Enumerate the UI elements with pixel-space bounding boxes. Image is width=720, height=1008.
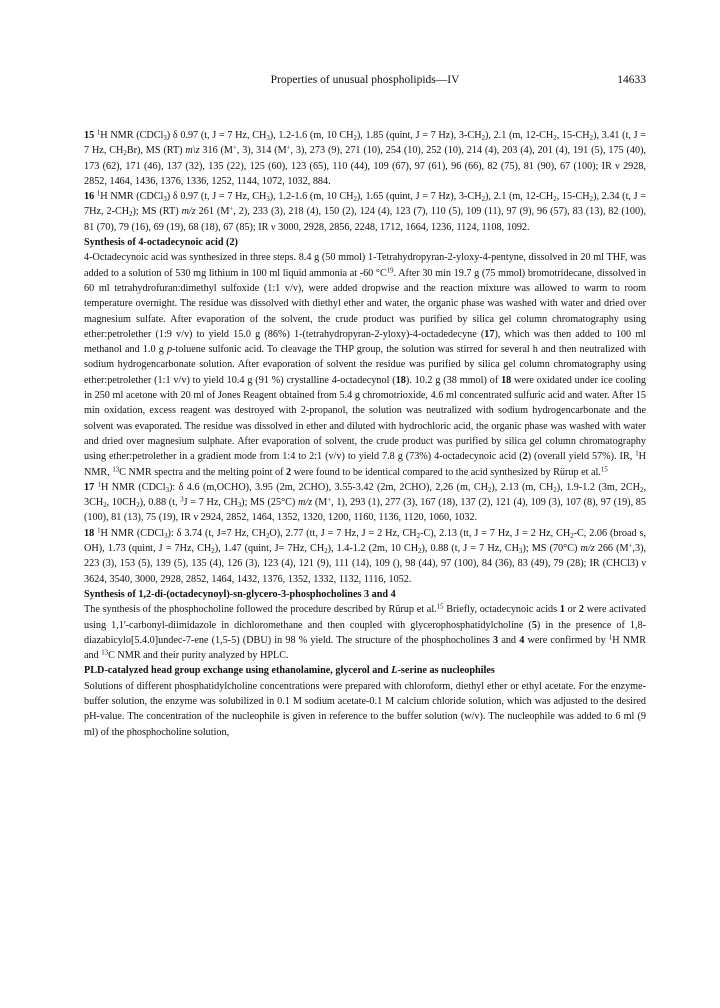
text-run: and xyxy=(498,634,520,646)
text-run: , 3CH xyxy=(84,481,646,509)
text-run: Br), MS (RT) xyxy=(126,145,186,157)
nmr-data-compound-15 xyxy=(84,128,646,189)
text-run: 3 xyxy=(165,486,169,494)
text-run: 3 xyxy=(163,196,167,204)
article-body xyxy=(84,128,646,740)
text-run: 18 xyxy=(84,527,95,539)
text-run: 2 xyxy=(418,548,422,556)
text-run: 15 xyxy=(436,603,444,611)
text-run: ), 0.88 (t, J = 7 Hz, CH xyxy=(421,543,520,555)
text-run: 1 xyxy=(635,450,639,458)
running-head xyxy=(84,74,646,90)
text-run: 17 xyxy=(484,328,495,340)
text-run: ), 1.47 (quint, J= 7Hz, CH xyxy=(214,543,325,555)
heading-synthesis-octadecynoic-acid xyxy=(84,235,646,250)
text-run: 2 xyxy=(265,532,270,540)
text-run: 5 xyxy=(531,619,537,631)
text-run: 3 xyxy=(163,135,167,142)
text-run: C NMR and their purity analyzed by HPLC. xyxy=(108,650,289,662)
text-run: ) δ 0.97 (t, J = 7 Hz, CH xyxy=(166,130,267,141)
text-run: 13 xyxy=(112,466,120,474)
text-run: ), 1.4-1.2 (2m, 10 CH xyxy=(327,543,419,555)
text-run: 2 xyxy=(589,135,594,142)
text-run: ); MS (70°C) xyxy=(522,543,581,555)
text-run: or xyxy=(564,604,579,616)
nmr-data-compound-16 xyxy=(84,189,646,235)
text-run: 2 xyxy=(103,502,107,510)
paragraph-pld-head-group-exchange xyxy=(84,679,646,740)
text-run: 16 xyxy=(84,191,95,203)
text-run: -C, 2.06 (broad s, OH), 1.73 (quint, J = 7Hz, CH xyxy=(84,527,646,555)
text-run: ), 2.13 (m, CH xyxy=(491,481,554,493)
text-run: 2 xyxy=(129,211,133,219)
text-run: 2 xyxy=(589,196,594,204)
text-run: 2 xyxy=(640,486,644,494)
text-run: 2 xyxy=(553,486,557,494)
text-run: (M xyxy=(312,497,328,509)
text-run: 2 xyxy=(578,604,584,616)
text-run: 15 xyxy=(600,466,608,474)
text-run: + xyxy=(286,144,291,152)
text-run: ), 2.1 (m, 12-CH xyxy=(484,130,554,141)
text-run: 4 xyxy=(519,634,525,646)
text-run: L xyxy=(391,665,398,677)
text-run: ), 1.2-1.6 (m, 10 CH xyxy=(269,191,354,203)
text-run: + xyxy=(327,496,332,504)
text-run: . After 30 min 19.7 g (75 mmol) bromotridecane, dissolved in 60 ml tetrahydrofuran:dimethyl sulfoxide (1:1 v/v), were added dropwise and the reaction mixture was allowed to warm to room temperature overnight. The residue was dissolved with diethyl ether and water, the organic phase was washed with water and dried over magnesium sulfate. After evaporation of the solvent, the crude product was purified by silica gel column chromatography using ether:petrolether (1:9 v/v) to yield 15.0 g (86%) 1-(tetrahydropyran-2-yloxy)-4-octadedecyne ( xyxy=(84,267,646,340)
paragraph-synthesis-octadecynoic-acid xyxy=(84,250,646,479)
text-run: ), which was then added to 100 ml methanol and 1.0 g xyxy=(84,328,646,356)
text-run: 18 xyxy=(501,374,512,386)
text-run: m/z xyxy=(580,543,595,555)
text-run: 1 xyxy=(559,604,565,616)
text-run: m\z xyxy=(185,145,200,157)
text-run: 2 xyxy=(553,135,557,142)
text-run: 3 xyxy=(519,548,523,556)
text-run: ): δ 4.6 (m,OCHO), 3.95 (2m, 2CHO), 3.55-3.42 (2m, 2CHO), 2,26 (m, CH xyxy=(168,481,488,493)
text-run: were activated using 1,1'-carbonyl-diimidazole in dichloromethane and then coupled with glycerophosphatidylcholine ( xyxy=(84,604,646,631)
text-run: 19 xyxy=(386,267,394,275)
text-run: 1 xyxy=(96,129,101,137)
text-run: + xyxy=(232,144,237,152)
text-run: -toluene sulfonic acid. To cleavage the THP group, the solution was stirred for several h and then neutralized with sodium hydrogencarbonate solution. After evaporation of solvent the residue was purified by silica gel column chromatography using ether:petrolether (1:1 v/v) to yield 10.4 g (91 %) crystalline 4-octadecynol ( xyxy=(84,344,646,386)
text-run: 2 xyxy=(522,451,528,463)
nmr-data-compound-18 xyxy=(84,526,646,587)
text-run: were confirmed by xyxy=(524,634,609,646)
text-run: ) in the presence of 1,8-diazabicylo[5.4.0]undec-7-ene (1,5-5) (DBU) in 98 % yield. The structure of the phosphocholines xyxy=(84,619,646,646)
text-run: O), 2.77 (tt, J = 7 Hz, J = 2 Hz, CH xyxy=(269,527,417,539)
text-run: Solutions of different phosphatidylcholine concentrations were prepared with chloroform, diethyl ether or ethyl acetate. For the enzyme-buffer solution, the enzyme was solubilized in 0.1 M sodium acetate-0.1 M calcium chloride solution, which was adjusted to the desired pH-value. The concentration of the nucleophile is given in reference to the buffer solution (w/v). The nucleophile was added to 6 ml (9 ml) of the phosphocholine solution, xyxy=(84,680,646,738)
text-run: ): δ 3.74 (t, J=7 Hz, CH xyxy=(167,527,266,539)
text-run: ); MS (25°C) xyxy=(241,497,299,509)
text-run: 2 xyxy=(286,466,292,478)
text-run: 3 xyxy=(266,135,270,142)
text-run: 18 xyxy=(395,374,406,386)
text-run: 3 xyxy=(266,196,270,204)
text-run: + xyxy=(229,205,234,213)
text-run: -serine as nucleophiles xyxy=(397,665,495,677)
text-run: H NMR (CDCl xyxy=(101,481,166,493)
text-run: 316 (M xyxy=(199,145,233,157)
text-run: Synthesis of 4-octadecynoic acid (2) xyxy=(84,237,238,249)
text-run: ), 1.85 (quint, J = 7 Hz), 3-CH xyxy=(356,130,482,141)
text-run: 13 xyxy=(101,649,109,657)
text-run: , 3), 273 (9), 271 (10), 254 (10), 252 (10), 214 (4), 203 (4), 201 (4), 191 (5), 175 (40), 173 (62), 171 (46), 137 (32), 135 (22), 125 (60), 123 (65), 110 (44), 109 (67), 97 (61), 96 (66), 82 (75), 81 (90), 67 (100); IR ν 2928, 2852, 1464, 1436, 1376, 1336, 1252, 1144, 1072, 1032, 884. xyxy=(84,145,647,187)
text-run: Briefly, octadecynoic acids xyxy=(443,604,560,616)
text-run: 1 xyxy=(96,190,101,198)
text-run: were found to be identical compared to the acid synthesized by Rürup et al. xyxy=(291,466,601,478)
text-run: 2 xyxy=(553,196,557,204)
text-run: J = 7 Hz, CH xyxy=(183,497,238,509)
text-run: ), 3.41 (t, J = 7 Hz, CH xyxy=(84,130,647,157)
text-run: , 15-CH xyxy=(556,130,590,141)
text-run: were oxidated under ice cooling in 250 ml acetone with 20 ml of Jones Reagent obtained from 5.4 g chromotrioxide, 4.6 ml concentrated sulfuric acid and water. After 15 min oxidation, excess reagent was destroyed with 2-propanol, the solution was neutralized with sodium hydrogencarbonate and the solvent was evaporated. The residue was dissolved in ether and diluted with hydrochloric acid, the organic phase was washed with water and dried over magnesium sulphate. After evaporation of solvent, the crude product was purified by silica gel column chromatography using ether:petrolether in a gradient mode from 1:4 to 2:1 (v/v) to yield 7.8 g (73%) 4-octadecynoic acid ( xyxy=(84,374,647,463)
text-run: -C), 2.13 (tt, J = 7 Hz, J = 2 Hz, CH xyxy=(420,527,571,539)
text-run: , 15-CH xyxy=(556,191,590,203)
text-run: H NMR (CDCl xyxy=(100,527,165,539)
text-run: 1 xyxy=(97,481,101,489)
text-run: ); MS (RT) xyxy=(132,206,182,218)
text-run: ), 2.1 (m, 12-CH xyxy=(484,191,554,203)
text-run: , 2), 233 (3), 218 (4), 150 (2), 124 (4), 123 (7), 110 (5), 109 (11), 97 (9), 96 (57), 83 (13), 82 (100), 81 (70), 79 (16), 69 (19), 68 (18), 67 (85); IR ν 3000, 2928, 2856, 2248, 1712, 1664, 1236, 1124, 1108, 1092. xyxy=(84,206,646,233)
text-run: ), 1.65 (quint, J = 7 Hz), 3-CH xyxy=(356,191,482,203)
text-run: ), 2.34 (t, J = 7Hz, 2-CH xyxy=(84,191,647,218)
text-run: 2 xyxy=(324,548,328,556)
text-run: 2 xyxy=(211,548,215,556)
text-run: 3 xyxy=(180,496,184,504)
text-run: 17 xyxy=(84,481,95,493)
text-run: ), 1.2-1.6 (m, 10 CH xyxy=(269,130,354,141)
text-run: 2 xyxy=(123,150,127,158)
text-run: H NMR, xyxy=(84,451,647,478)
text-run: 3 xyxy=(493,634,499,646)
text-run: 266 (M xyxy=(594,543,629,555)
text-run: 2 xyxy=(353,196,357,204)
text-run: 261 (M xyxy=(195,206,230,218)
text-run: p xyxy=(166,344,173,356)
text-run: 1 xyxy=(608,634,613,642)
page-number: 14633 xyxy=(617,74,646,86)
text-run: 2 xyxy=(487,486,492,494)
text-run: m/z xyxy=(298,497,313,509)
text-run: 2 xyxy=(353,135,357,142)
text-run: 2 xyxy=(416,532,421,540)
text-run: 2 xyxy=(481,135,485,142)
text-run: 1 xyxy=(97,527,101,535)
running-title: Properties of unusual phospholipids—IV xyxy=(270,74,460,86)
text-run: 2 xyxy=(570,532,574,540)
text-run: m/z xyxy=(181,206,196,218)
text-run: 3 xyxy=(164,532,168,540)
text-run: H NMR and xyxy=(84,634,646,662)
text-run: 2 xyxy=(481,196,485,204)
text-run: ). 10.2 g (38 mmol) of xyxy=(405,374,502,386)
text-run: PLD-catalyzed head group exchange using ethanolamine, glycerol and xyxy=(84,665,392,677)
text-run: 4-Octadecynoic acid was synthesized in three steps. 8.4 g (50 mmol) 1-Tetrahydropyran-2-yloxy-4-pentyne, dissolved in 20 ml THF, was added to a solution of 530 mg lithium in 100 ml liquid ammonia at -60 °C xyxy=(84,252,646,279)
text-run: The synthesis of the phosphocholine followed the procedure described by Rürup et al. xyxy=(84,604,437,616)
text-run: 2 xyxy=(136,502,140,510)
text-run: ), 1.9-1.2 (3m, 2CH xyxy=(556,481,641,493)
text-run: H NMR (CDCl xyxy=(100,130,164,141)
text-run: + xyxy=(628,542,633,550)
paragraph-synthesis-phosphocholines xyxy=(84,602,646,663)
heading-pld-head-group-exchange xyxy=(84,663,646,678)
text-run: Synthesis of 1,2-di-(octadecynoyl)-sn-glycero-3-phosphocholines 3 and 4 xyxy=(84,588,396,600)
text-run: H NMR (CDCl xyxy=(100,191,164,203)
text-run: C NMR spectra and the melting point of xyxy=(119,466,287,478)
text-run: 3 xyxy=(237,502,242,510)
nmr-data-compound-17 xyxy=(84,480,646,526)
text-run: , 3), 314 (M xyxy=(236,145,287,157)
text-run: ), 0.88 (t, xyxy=(139,497,181,509)
text-run: , 1), 293 (1), 277 (3), 167 (18), 137 (2), 121 (4), 109 (3), 107 (8), 97 (19), 85 (100), 81 (13), 75 (19), IR ν 2924, 2852, 1464, 1352, 1320, 1200, 1160, 1136, 1120, 1060, 1032. xyxy=(84,497,646,524)
heading-synthesis-phosphocholines xyxy=(84,587,646,602)
text-run: ) (overall yield 57%). IR, xyxy=(527,451,636,463)
text-run: ) δ 0.97 (t, J = 7 Hz, CH xyxy=(166,191,267,203)
text-run: , 10CH xyxy=(106,497,137,509)
text-run: ,3), 223 (3), 153 (5), 139 (5), 135 (4), 126 (3), 123 (4), 121 (9), 111 (14), 109 (), 98 (44), 97 (100), 84 (36), 83 (49), 79 (28); IR (CHCl3) ν 3624, 3540, 3000, 2928, 2852, 1464, 1432, 1376, 1352, 1332, 1132, 1116, 1052. xyxy=(84,543,647,585)
text-run: 15 xyxy=(84,130,95,141)
